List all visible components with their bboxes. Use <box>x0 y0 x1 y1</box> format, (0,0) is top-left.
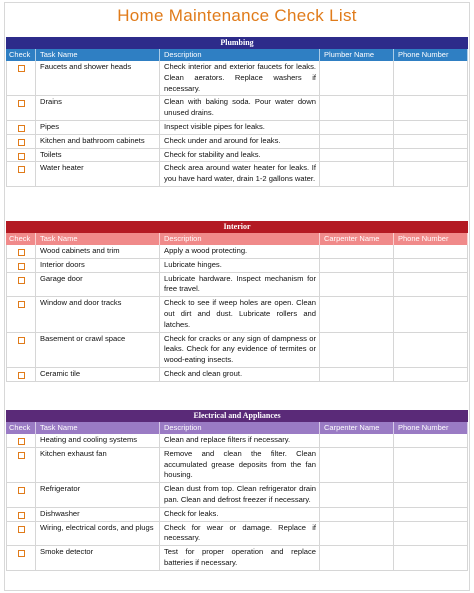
col-task-name: Task Name <box>36 422 160 434</box>
contact-name-cell[interactable] <box>320 522 394 546</box>
table-row <box>6 483 468 508</box>
contact-name-cell[interactable] <box>320 508 394 521</box>
section-plumbing <box>6 37 468 187</box>
table-row <box>6 434 468 448</box>
task-name-cell: Heating and cooling systems <box>36 434 160 447</box>
description-cell: Check under and around for leaks. <box>160 135 320 148</box>
table-row <box>6 368 468 382</box>
col-check: Check <box>6 233 36 245</box>
contact-name-cell[interactable] <box>320 448 394 482</box>
check-cell <box>6 245 36 258</box>
description-cell: Clean dust from top. Clean refrigerator drain pan. Clean and defrost freezer if necessary. <box>160 483 320 507</box>
task-name-cell: Water heater <box>36 162 160 186</box>
table-row <box>6 162 468 187</box>
task-name-cell: Ceramic tile <box>36 368 160 381</box>
contact-name-cell[interactable] <box>320 368 394 381</box>
col-description: Description <box>160 49 320 61</box>
check-cell <box>6 121 36 134</box>
contact-name-cell[interactable] <box>320 434 394 447</box>
col-phone-number: Phone Number <box>394 233 468 245</box>
description-cell: Check for leaks. <box>160 508 320 521</box>
check-cell <box>6 135 36 148</box>
col-carpenter-name: Carpenter Name <box>320 422 394 434</box>
table-row <box>6 96 468 121</box>
description-cell: Clean and replace filters if necessary. <box>160 434 320 447</box>
table-row <box>6 448 468 483</box>
phone-number-cell[interactable] <box>394 162 468 186</box>
task-name-cell: Pipes <box>36 121 160 134</box>
task-name-cell: Faucets and shower heads <box>36 61 160 95</box>
contact-name-cell[interactable] <box>320 245 394 258</box>
description-cell: Clean with baking soda. Pour water down unused drains. <box>160 96 320 120</box>
column-header-row <box>6 49 468 61</box>
phone-number-cell[interactable] <box>394 333 468 367</box>
checkbox[interactable] <box>18 512 25 519</box>
description-cell: Test for proper operation and replace batteries if necessary. <box>160 546 320 570</box>
description-cell: Check interior and exterior faucets for leaks. Clean aerators. Replace washers if necessary. <box>160 61 320 95</box>
checkbox[interactable] <box>18 337 25 344</box>
task-name-cell: Window and door tracks <box>36 297 160 331</box>
task-name-cell: Smoke detector <box>36 546 160 570</box>
contact-name-cell[interactable] <box>320 546 394 570</box>
check-cell <box>6 368 36 381</box>
contact-name-cell[interactable] <box>320 333 394 367</box>
checkbox[interactable] <box>18 452 25 459</box>
check-cell <box>6 434 36 447</box>
checkbox[interactable] <box>18 65 25 72</box>
table-row <box>6 245 468 259</box>
col-carpenter-name: Carpenter Name <box>320 233 394 245</box>
check-cell <box>6 522 36 546</box>
table-row <box>6 121 468 135</box>
column-header-row <box>6 233 468 245</box>
table-row <box>6 522 468 547</box>
contact-name-cell[interactable] <box>320 297 394 331</box>
col-description: Description <box>160 233 320 245</box>
contact-name-cell[interactable] <box>320 149 394 162</box>
checkbox[interactable] <box>18 125 25 132</box>
description-cell: Lubricate hardware. Inspect mechanism for free travel. <box>160 273 320 297</box>
col-description: Description <box>160 422 320 434</box>
description-cell: Check for stability and leaks. <box>160 149 320 162</box>
section-electrical-appliances <box>6 410 468 571</box>
section-header: Interior <box>6 221 468 233</box>
contact-name-cell[interactable] <box>320 483 394 507</box>
checkbox[interactable] <box>18 438 25 445</box>
description-cell: Lubricate hinges. <box>160 259 320 272</box>
checkbox[interactable] <box>18 487 25 494</box>
checkbox[interactable] <box>18 277 25 284</box>
task-name-cell: Wiring, electrical cords, and plugs <box>36 522 160 546</box>
col-phone-number: Phone Number <box>394 49 468 61</box>
phone-number-cell[interactable] <box>394 483 468 507</box>
section-header: Electrical and Appliances <box>6 410 468 422</box>
description-cell: Check area around water heater for leaks. If you have hard water, drain 1-2 gallons water. <box>160 162 320 186</box>
table-row <box>6 135 468 149</box>
contact-name-cell[interactable] <box>320 259 394 272</box>
phone-number-cell[interactable] <box>394 245 468 258</box>
description-cell: Check to see if weep holes are open. Clean out dirt and dust. Lubricate rollers and latches. <box>160 297 320 331</box>
phone-number-cell[interactable] <box>394 259 468 272</box>
contact-name-cell[interactable] <box>320 96 394 120</box>
check-cell <box>6 259 36 272</box>
phone-number-cell[interactable] <box>394 135 468 148</box>
table-row <box>6 546 468 571</box>
table-row <box>6 508 468 522</box>
phone-number-cell[interactable] <box>394 121 468 134</box>
check-cell <box>6 483 36 507</box>
description-cell: Inspect visible pipes for leaks. <box>160 121 320 134</box>
phone-number-cell[interactable] <box>394 297 468 331</box>
column-header-row <box>6 422 468 434</box>
task-name-cell: Basement or crawl space <box>36 333 160 367</box>
page-title: Home Maintenance Check List <box>117 6 357 25</box>
phone-number-cell[interactable] <box>394 368 468 381</box>
check-cell <box>6 273 36 297</box>
checkbox[interactable] <box>18 249 25 256</box>
phone-number-cell[interactable] <box>394 434 468 447</box>
checkbox[interactable] <box>18 372 25 379</box>
contact-name-cell[interactable] <box>320 135 394 148</box>
phone-number-cell[interactable] <box>394 546 468 570</box>
phone-number-cell[interactable] <box>394 273 468 297</box>
col-task-name: Task Name <box>36 233 160 245</box>
table-row <box>6 333 468 368</box>
phone-number-cell[interactable] <box>394 508 468 521</box>
contact-name-cell[interactable] <box>320 162 394 186</box>
checkbox[interactable] <box>18 166 25 173</box>
description-cell: Remove and clean the filter. Clean accumulated grease deposits from the fan housing. <box>160 448 320 482</box>
task-name-cell: Kitchen and bathroom cabinets <box>36 135 160 148</box>
task-name-cell: Dishwasher <box>36 508 160 521</box>
contact-name-cell[interactable] <box>320 61 394 95</box>
table-row <box>6 297 468 332</box>
task-name-cell: Wood cabinets and trim <box>36 245 160 258</box>
table-row <box>6 259 468 273</box>
check-cell <box>6 508 36 521</box>
check-cell <box>6 448 36 482</box>
check-cell <box>6 149 36 162</box>
checkbox[interactable] <box>18 153 25 160</box>
check-cell <box>6 61 36 95</box>
checkbox[interactable] <box>18 100 25 107</box>
task-name-cell: Garage door <box>36 273 160 297</box>
task-name-cell: Kitchen exhaust fan <box>36 448 160 482</box>
contact-name-cell[interactable] <box>320 121 394 134</box>
section-header: Plumbing <box>6 37 468 49</box>
col-plumber-name: Plumber Name <box>320 49 394 61</box>
task-name-cell: Toilets <box>36 149 160 162</box>
check-cell <box>6 546 36 570</box>
description-cell: Check for wear or damage. Replace if necessary. <box>160 522 320 546</box>
section-interior <box>6 221 468 382</box>
phone-number-cell[interactable] <box>394 522 468 546</box>
table-row <box>6 273 468 298</box>
task-name-cell: Interior doors <box>36 259 160 272</box>
checkbox[interactable] <box>18 139 25 146</box>
contact-name-cell[interactable] <box>320 273 394 297</box>
description-cell: Apply a wood protecting. <box>160 245 320 258</box>
col-phone-number: Phone Number <box>394 422 468 434</box>
check-cell <box>6 297 36 331</box>
table-row <box>6 61 468 96</box>
check-cell <box>6 96 36 120</box>
checkbox[interactable] <box>18 301 25 308</box>
col-task-name: Task Name <box>36 49 160 61</box>
col-check: Check <box>6 422 36 434</box>
table-row <box>6 149 468 163</box>
phone-number-cell[interactable] <box>394 61 468 95</box>
task-name-cell: Drains <box>36 96 160 120</box>
check-cell <box>6 162 36 186</box>
description-cell: Check and clean grout. <box>160 368 320 381</box>
checkbox[interactable] <box>18 550 25 557</box>
check-cell <box>6 333 36 367</box>
task-name-cell: Refrigerator <box>36 483 160 507</box>
phone-number-cell[interactable] <box>394 96 468 120</box>
col-check: Check <box>6 49 36 61</box>
phone-number-cell[interactable] <box>394 149 468 162</box>
checkbox[interactable] <box>18 263 25 270</box>
description-cell: Check for cracks or any sign of dampness or leaks. Check for any evidence of termites or wood-eating insects. <box>160 333 320 367</box>
checkbox[interactable] <box>18 526 25 533</box>
phone-number-cell[interactable] <box>394 448 468 482</box>
